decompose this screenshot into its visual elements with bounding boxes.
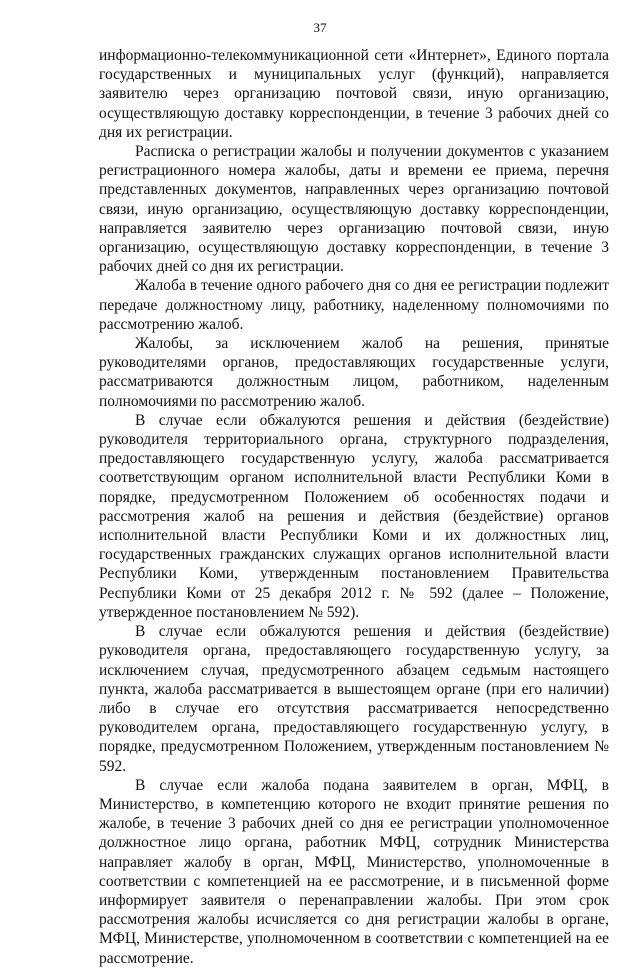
- paragraph-7: В случае если жалоба подана заявителем в орган, МФЦ, в Министерство, в компетенцию которого не входит принятие решения по жалобе, в течение 3 рабочих дней со дня ее регистрации уполномоченное должностное лицо органа, работник МФЦ, сотрудник Министерства направляет жалобу в орган, МФЦ, Министерство, уполномоченные в соответствии с компетенцией на ее рассмотрение, и в письменной форме информирует заявителя о перенаправлении жалобы. При этом срок рассмотрения жалобы исчисляется со дня регистрации жалобы в органе, МФЦ, Министерстве, уполномоченном в соответствии с компетенцией на ее рассмотрение.: [99, 776, 609, 967]
- paragraph-3: Жалоба в течение одного рабочего дня со дня ее регистрации подлежит передаче должностному лицу, работнику, наделенному полномочиями по рассмотрению жалоб.: [99, 277, 609, 333]
- document-body: [99, 46, 609, 968]
- paragraph-4: Жалобы, за исключением жалоб на решения, принятые руководителями органов, предоставляющих государственные услуги, рассматриваются должностным лицом, работником, наделенным полномочиями по рассмотрению жалоб.: [99, 335, 609, 410]
- page-number: 37: [313, 20, 327, 35]
- paragraph-6: В случае если обжалуются решения и действия (бездействие) руководителя органа, предоставляющего государственную услугу, за исключением случая, предусмотренного абзацем седьмым настоящего пункта, жалоба рассматривается в вышестоящем органе (при его наличии) либо в случае его отсутствия рассматривается непосредственно руководителем органа, предоставляющего государственную услугу, в порядке, предусмотренном Положением, утвержденным постановлением № 592.: [99, 623, 609, 775]
- paragraph-1: информационно-телекоммуникационной сети «Интернет», Единого портала государственных и муниципальных услуг (функций), направляется заявителю через организацию почтовой связи, иную организацию, осуществляющую доставку корреспонденции, в течение 3 рабочих дней со дня их регистрации.: [99, 47, 609, 141]
- paragraph-2: Расписка о регистрации жалобы и получении документов с указанием регистрационного номера жалобы, даты и времени ее приема, перечня представленных документов, направленных через организацию почтовой связи, иную организацию, осуществляющую доставку корреспонденции, направляется заявителю через организацию почтовой связи, иную организацию, осуществляющую доставку корреспонденции, в течение 3 рабочих дней со дня их регистрации.: [99, 143, 609, 276]
- paragraph-5: В случае если обжалуются решения и действия (бездействие) руководителя территориального органа, структурного подразделения, предоставляющего государственную услугу, жалоба рассматривается соответствующим органом исполнительной власти Республики Коми в порядке, предусмотренном Положением об особенностях подачи и рассмотрения жалоб на решения и действия (бездействие) органов исполнительной власти Республики Коми и их должностных лиц, государственных гражданских служащих органов исполнительной власти Республики Коми, утвержденным постановлением Правительства Республики Коми от 25 декабря 2012 г. № 592 (далее – Положение, утвержденное постановлением № 592).: [99, 411, 609, 621]
